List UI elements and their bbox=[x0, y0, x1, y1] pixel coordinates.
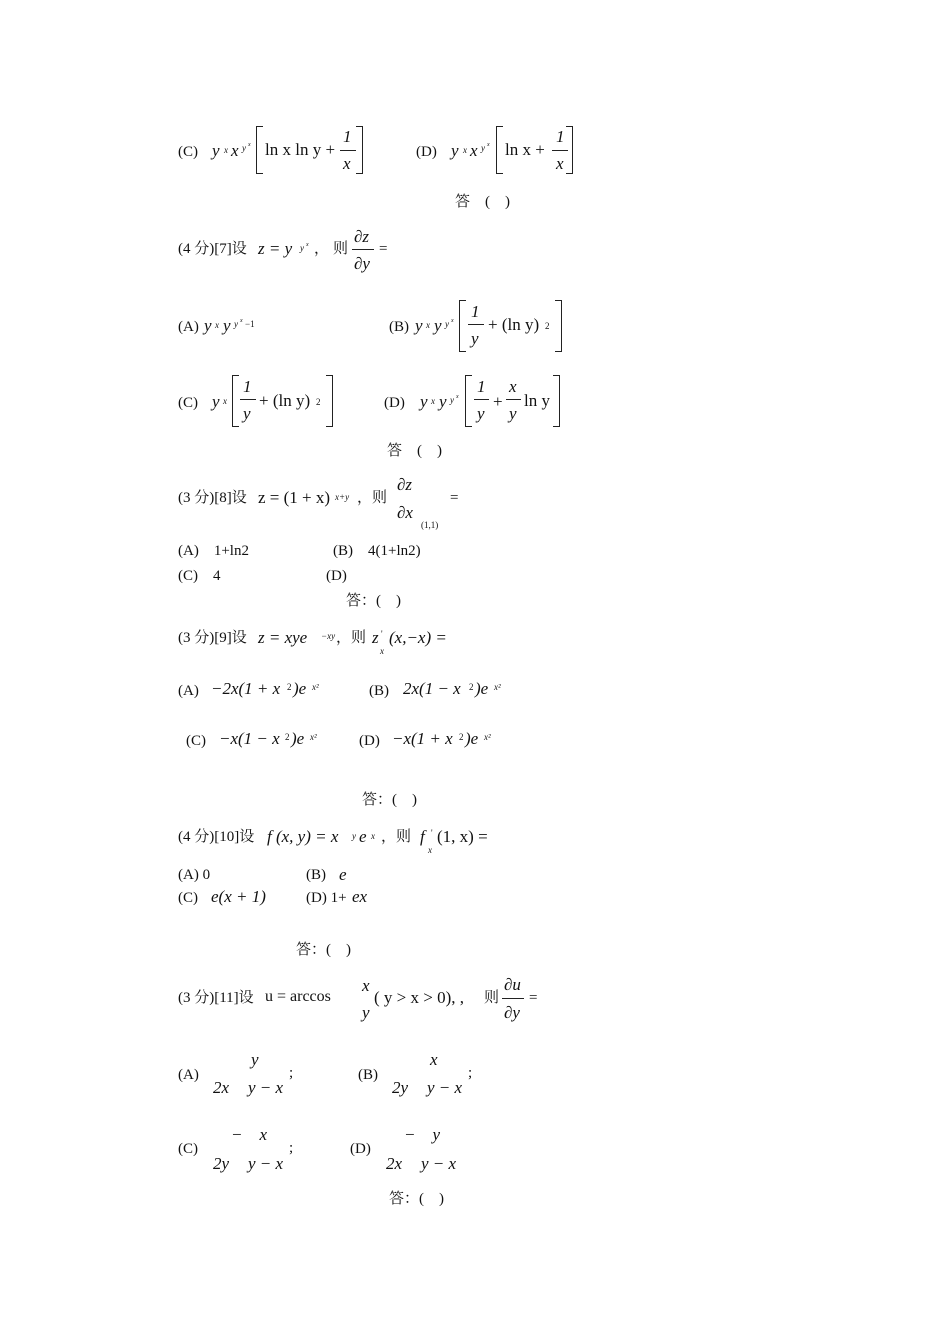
question-prompt: (4 分)[7]设 bbox=[178, 241, 247, 257]
option-label: (C) bbox=[186, 733, 206, 749]
option-label: (D) bbox=[416, 144, 437, 160]
option-label: (A) bbox=[178, 683, 199, 699]
right-bracket bbox=[553, 375, 560, 427]
q11-answer-blank[interactable]: 答：( ) bbox=[389, 1191, 444, 1207]
q6-answer-blank[interactable]: 答 ( ) bbox=[455, 194, 510, 210]
q10-answer-blank[interactable]: 答：( ) bbox=[296, 942, 351, 958]
option-label: (D) bbox=[350, 1141, 371, 1157]
option-label: (C) bbox=[178, 144, 198, 160]
fraction-bar bbox=[468, 324, 484, 325]
option-label: (A) bbox=[178, 319, 199, 335]
option-label: (B) bbox=[358, 1067, 378, 1083]
question-prompt: (4 分)[10]设 bbox=[178, 829, 255, 845]
right-bracket bbox=[555, 300, 562, 352]
q8-answer-blank[interactable]: 答：( ) bbox=[346, 593, 401, 609]
fraction-bar bbox=[240, 399, 256, 400]
q8-option-b: (B) 4(1+ln2) bbox=[333, 543, 421, 559]
option-label: (C) bbox=[178, 395, 198, 411]
option-label: (B) bbox=[389, 319, 409, 335]
q8-option-a: (A) 1+ln2 bbox=[178, 543, 249, 559]
question-prompt: (3 分)[8]设 bbox=[178, 490, 247, 506]
left-bracket bbox=[459, 300, 466, 352]
fraction-bar bbox=[352, 249, 374, 250]
fraction-bar bbox=[474, 399, 489, 400]
question-prompt: (3 分)[11]设 bbox=[178, 990, 254, 1006]
option-label: (D) bbox=[384, 395, 405, 411]
option-label: (B) bbox=[306, 867, 326, 883]
fraction-bar bbox=[340, 150, 356, 151]
left-bracket bbox=[232, 375, 239, 427]
question-prompt: (3 分)[9]设 bbox=[178, 630, 247, 646]
right-bracket bbox=[566, 126, 573, 174]
option-label: (B) bbox=[369, 683, 389, 699]
q7-answer-blank[interactable]: 答 ( ) bbox=[387, 443, 442, 459]
left-bracket bbox=[496, 126, 503, 174]
q8-option-d: (D) bbox=[326, 568, 347, 584]
option-label: (C) bbox=[178, 890, 198, 906]
right-bracket bbox=[356, 126, 363, 174]
option-label: (A) bbox=[178, 1067, 199, 1083]
left-bracket bbox=[256, 126, 263, 174]
right-bracket bbox=[326, 375, 333, 427]
option-label: (C) bbox=[178, 1141, 198, 1157]
fraction-bar bbox=[502, 998, 524, 999]
left-bracket bbox=[465, 375, 472, 427]
option-label: (D) bbox=[359, 733, 380, 749]
option-label: (D) 1+ bbox=[306, 890, 347, 906]
fraction-bar bbox=[506, 399, 521, 400]
q10-option-a: (A) 0 bbox=[178, 867, 211, 883]
q8-option-c: (C) 4 bbox=[178, 568, 221, 584]
q9-answer-blank[interactable]: 答：( ) bbox=[362, 792, 417, 808]
